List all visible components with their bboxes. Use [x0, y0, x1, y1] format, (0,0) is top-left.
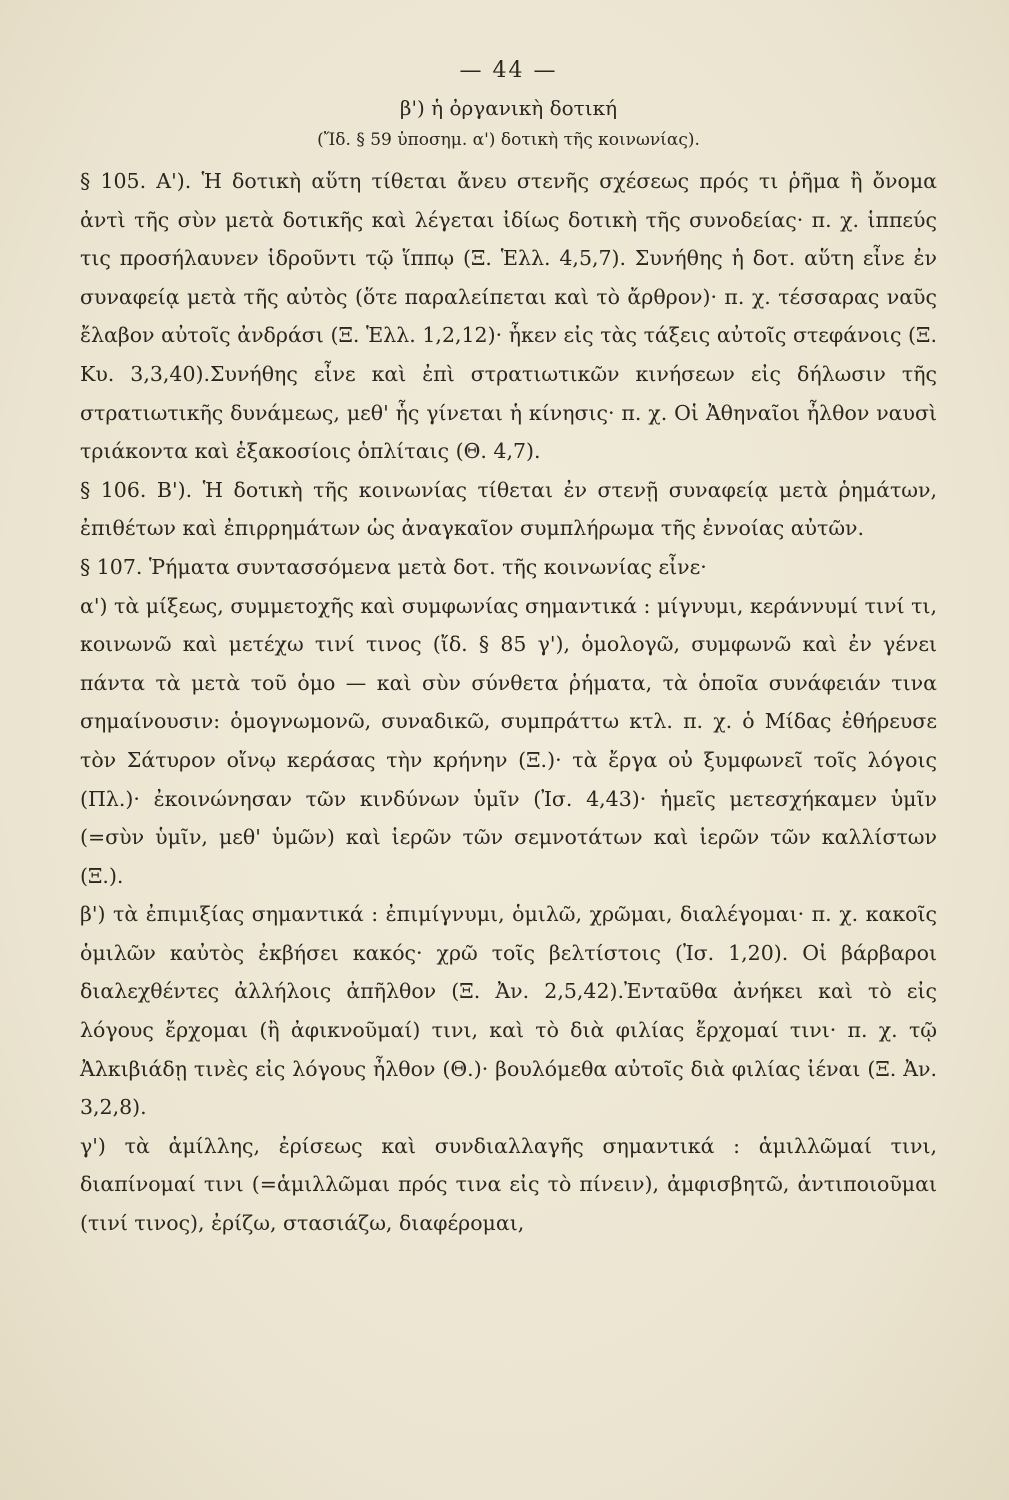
paragraph-107-alpha: α') τὰ μίξεως, συμμετοχῆς καὶ συμφωνίας σημαντικά : μίγνυμι, κεράννυμί τινί τι, κοινωνῶ καὶ μετέχω τινί τινος (ἴδ. § 85 γ'), ὁμολογῶ, συμφωνῶ καὶ ἐν γένει πάντα τὰ μετὰ τοῦ ὁμο — καὶ σὺν σύνθετα ῥήματα, τὰ ὁποῖα συνάφειάν τινα σημαίνουσιν: ὁμογνωμονῶ, συναδικῶ, συμπράττω κτλ. π. χ. ὁ Μίδας ἐθήρευσε τὸν Σάτυρον οἴνῳ κεράσας τὴν κρήνην (Ξ.)· τὰ ἔργα οὐ ξυμφωνεῖ τοῖς λόγοις (Πλ.)· ἐκοινώνησαν τῶν κινδύνων ὑμῖν (Ἰσ. 4,43)· ἡμεῖς μετεσχήκαμεν ὑμῖν (=σὺν ὑμῖν, μεθ' ὑμῶν) καὶ ἱερῶν τῶν σεμνοτάτων καὶ ἱερῶν τῶν καλλίστων (Ξ.).	[80, 593, 937, 888]
section-subheading: (Ἴδ. § 59 ὑποσημ. α') δοτικὴ τῆς κοινωνίας).	[317, 130, 700, 150]
paragraph-105: § 105. Α'). Ἡ δοτικὴ αὕτη τίθεται ἄνευ στενῆς σχέσεως πρός τι ῥῆμα ἢ ὄνομα ἀντὶ τῆς σὺν μετὰ δοτικῆς καὶ λέγεται ἰδίως δοτικὴ τῆς συνοδείας· π. χ. ἱππεύς τις προσήλαυνεν ἱδροῦντι τῷ ἵππῳ (Ξ. Ἑλλ. 4,5,7). Συνήθης ἡ δοτ. αὕτη εἶνε ἐν συναφείᾳ μετὰ τῆς αὐτὸς (ὅτε παραλείπεται καὶ τὸ ἄρθρον)· π. χ. τέσσαρας ναῦς ἔλαβον αὐτοῖς ἀνδράσι (Ξ. Ἑλλ. 1,2,12)· ἧκεν εἰς τὰς τάξεις αὐτοῖς στεφάνοις (Ξ. Κυ. 3,3,40).Συνήθης εἶνε καὶ ἐπὶ στρατιωτικῶν κινήσεων εἰς δήλωσιν τῆς στρατιωτικῆς δυνάμεως, μεθ' ἧς γίνεται ἡ κίνησις· π. χ. Οἱ Ἀθηναῖοι ἦλθον ναυσὶ τριάκοντα καὶ ἑξακοσίοις ὁπλίταις (Θ. 4,7).	[80, 169, 937, 464]
paragraph-107: § 107. Ῥήματα συντασσόμενα μετὰ δοτ. τῆς κοινωνίας εἶνε·	[80, 554, 707, 579]
paragraph-107-gamma: γ') τὰ ἁμίλλης, ἐρίσεως καὶ συνδιαλλαγῆς σημαντικά : ἁμιλλῶμαί τινι, διαπίνομαί τινι (=ἁμιλλῶμαι πρός τινα εἰς τὸ πίνειν), ἀμφισβητῶ, ἀντιποιοῦμαι (τινί τινος), ἐρίζω, στασιάζω, διαφέρομαι,	[80, 1133, 937, 1236]
page-number: — 44 —	[459, 58, 558, 83]
section-heading: β') ἡ ὀργανικὴ δοτική	[399, 96, 618, 120]
paragraph-107-beta: β') τὰ ἐπιμιξίας σημαντικά : ἐπιμίγνυμι, ὁμιλῶ, χρῶμαι, διαλέγομαι· π. χ. κακοῖς ὁμιλῶν καὐτὸς ἐκβήσει κακός· χρῶ τοῖς βελτίστοις (Ἰσ. 1,20). Οἱ βάρβαροι διαλεχθέντες ἀλλήλοις ἀπῆλθον (Ξ. Ἀν. 2,5,42).Ἐνταῦθα ἀνήκει καὶ τὸ εἰς λόγους ἔρχομαι (ἢ ἀφικνοῦμαί) τινι, καὶ τὸ διὰ φιλίας ἔρχομαί τινι· π. χ. τῷ Ἀλκιβιάδῃ τινὲς εἰς λόγους ἦλθον (Θ.)· βουλόμεθα αὐτοῖς διὰ φιλίας ἰέναι (Ξ. Ἀν. 3,2,8).	[80, 902, 937, 1120]
paragraph-106: § 106. Β'). Ἡ δοτικὴ τῆς κοινωνίας τίθεται ἐν στενῇ συναφείᾳ μετὰ ῥημάτων, ἐπιθέτων καὶ ἐπιρρημάτων ὡς ἀναγκαῖον συμπλήρωμα τῆς ἐννοίας αὐτῶν.	[80, 477, 937, 541]
